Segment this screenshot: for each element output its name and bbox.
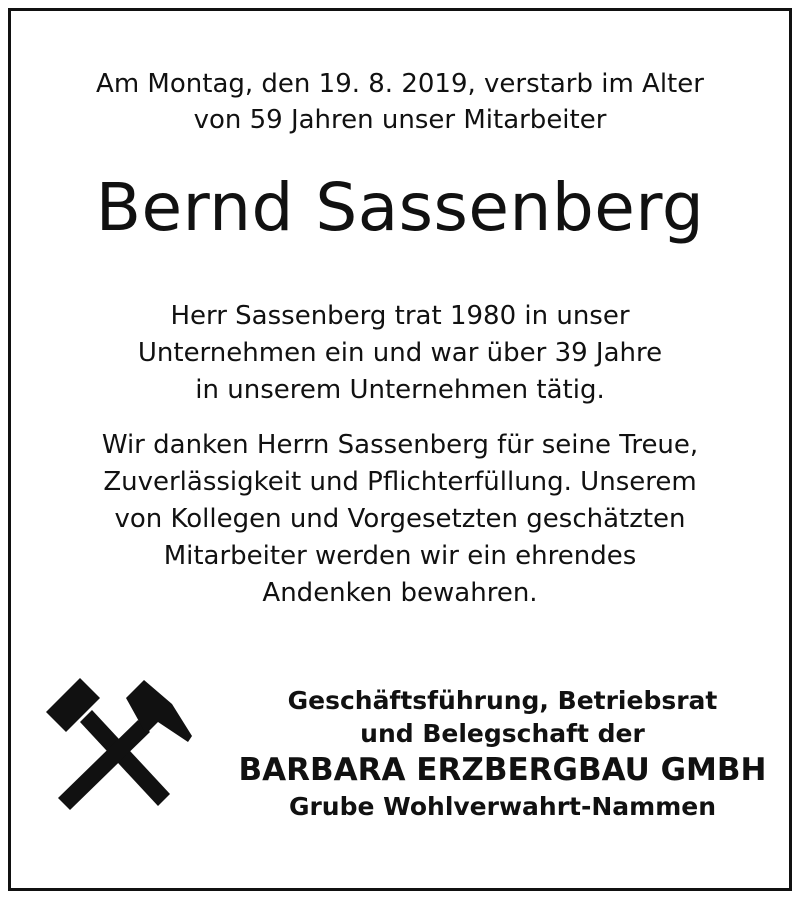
signature-block: [205, 684, 800, 823]
paragraph-line: Herr Sassenberg trat 1980 in unser: [170, 301, 630, 331]
signature-line: und Belegschaft der: [360, 719, 645, 748]
paragraph-line: in unserem Unternehmen tätig.: [195, 375, 605, 405]
deceased-name: Bernd Sassenberg: [95, 169, 705, 246]
site-name: Grube Wohlverwahrt-Nammen: [288, 792, 717, 821]
paragraph-line: Wir danken Herrn Sassenberg für seine Treue,: [101, 430, 699, 460]
signature-line: Geschäftsführung, Betriebsrat: [287, 686, 718, 715]
career-paragraph: [0, 298, 800, 409]
paragraph-line: Zuverlässigkeit und Pflichterfüllung. Unserem: [103, 467, 697, 497]
company-name: BARBARA ERZBERGBAU GMBH: [238, 752, 767, 788]
paragraph-line: Mitarbeiter werden wir ein ehrendes: [163, 541, 637, 571]
paragraph-line: von Kollegen und Vorgesetzten geschätzten: [114, 504, 686, 534]
paragraph-line: Andenken bewahren.: [262, 578, 538, 608]
paragraph-line: Unternehmen ein und war über 39 Jahre: [137, 338, 663, 368]
intro-line: Am Montag, den 19. 8. 2019, verstarb im Alter: [96, 69, 704, 99]
hammer-and-pick-icon: [46, 676, 196, 812]
intro-text: [0, 66, 800, 138]
thanks-paragraph: [0, 427, 800, 612]
intro-line: von 59 Jahren unser Mitarbeiter: [193, 105, 607, 135]
